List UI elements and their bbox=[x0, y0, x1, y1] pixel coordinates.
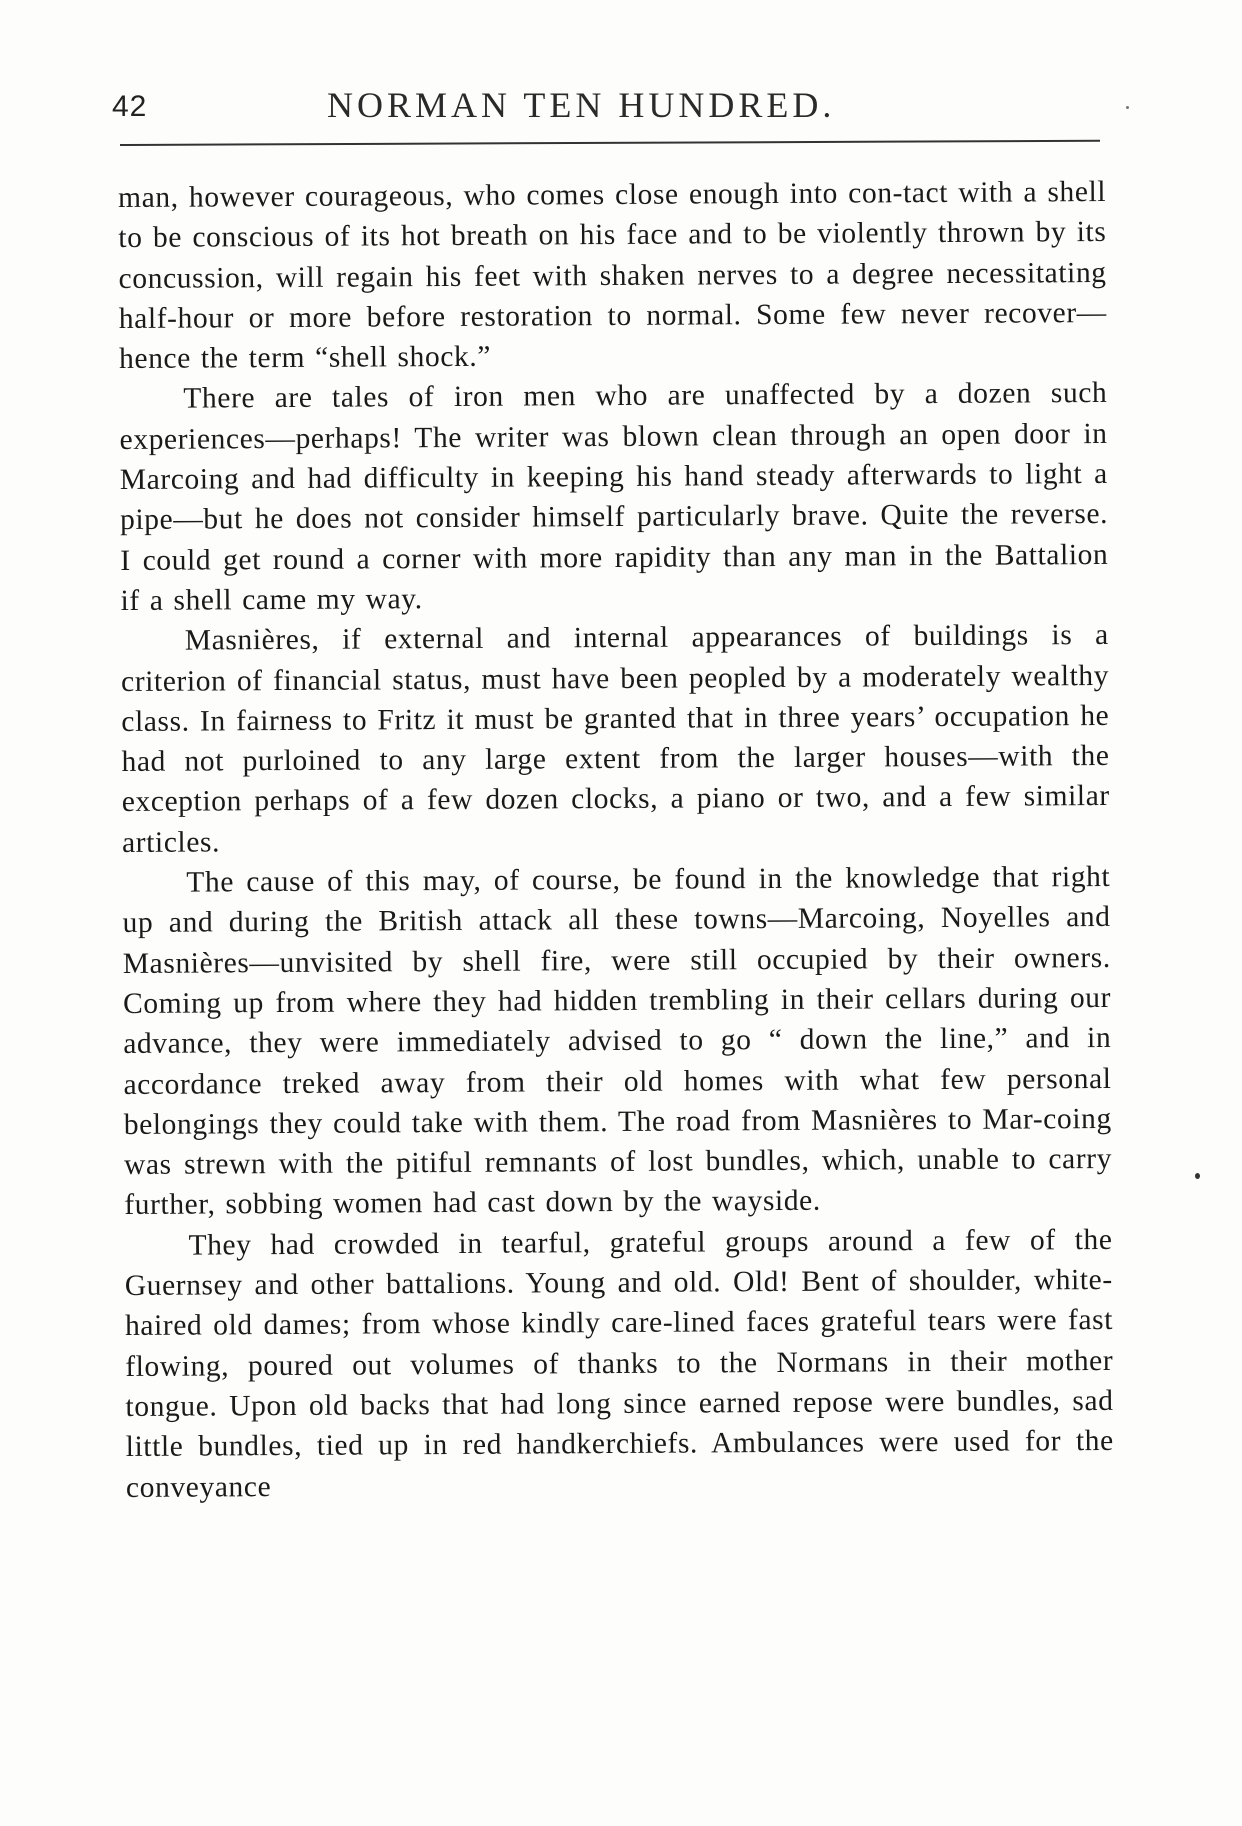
page-number: 42 bbox=[112, 90, 148, 123]
ink-speck bbox=[1126, 106, 1129, 109]
paragraph-3: Masnières, if external and internal appearances of buildings is a criterion of financial status, must have been peopled by a moderately wealthy class. In fairness to Fritz it must be granted that in three years’ occupation he had not purloined to any large extent from the larger houses—with the exception perhaps of a few dozen clocks, a piano or two, and a few similar articles. bbox=[120, 619, 1110, 859]
paragraph-2: There are tales of iron men who are unaffected by a dozen such experiences—perhaps! The writer was blown clean through an open door in Marcoing and had difficulty in keeping his hand steady afterwards to light a pipe—but he does not consider himself particularly brave. Quite the reverse. I could get round a corner with more rapidity than any man in the Battalion if a shell came my way. bbox=[119, 377, 1109, 617]
paragraph-4: The cause of this may, of course, be found in the knowledge that right up and during the British attack all these towns—Marcoing, Noyelles and Masnières—unvisited by shell fire, were still occupied by their owners. Coming up from where they had hidden trembling in their cellars during our advance, they were immediately advised to go “ down the line,” and in accordance treked away from their old homes with what few personal belongings they could take with them. The road from Masnières to Mar-coing was strewn with the pitiful remnants of lost bundles, which, unable to carry further, sobbing women had cast down by the wayside. bbox=[122, 860, 1113, 1222]
paragraph-5: They had crowded in tearful, grateful groups around a few of the Guernsey and other battalions. Young and old. Old! Bent of shoulder, white-haired old dames; from whose kindly care-lined faces grateful tears were fast flowing, poured out volumes of thanks to the Normans in their mother tongue. Upon old backs that had long since earned repose were bundles, sad little bundles, tied up in red handkerchiefs. Ambulances were used for the conveyance bbox=[124, 1223, 1114, 1504]
ink-speck bbox=[1195, 1173, 1200, 1179]
header-rule bbox=[120, 140, 1100, 146]
running-head bbox=[112, 84, 1112, 134]
running-title: NORMAN TEN HUNDRED. bbox=[327, 85, 836, 125]
body-text bbox=[118, 172, 1114, 1508]
paragraph-1: man, however courageous, who comes close enough into con-tact with a shell to be conscious of its hot breath on his face and to be violently thrown by its concussion, will regain his feet with shaken nerves to a degree necessitating half-hour or more before restoration to normal. Some few never recover—hence the term “shell shock.” bbox=[118, 175, 1107, 376]
